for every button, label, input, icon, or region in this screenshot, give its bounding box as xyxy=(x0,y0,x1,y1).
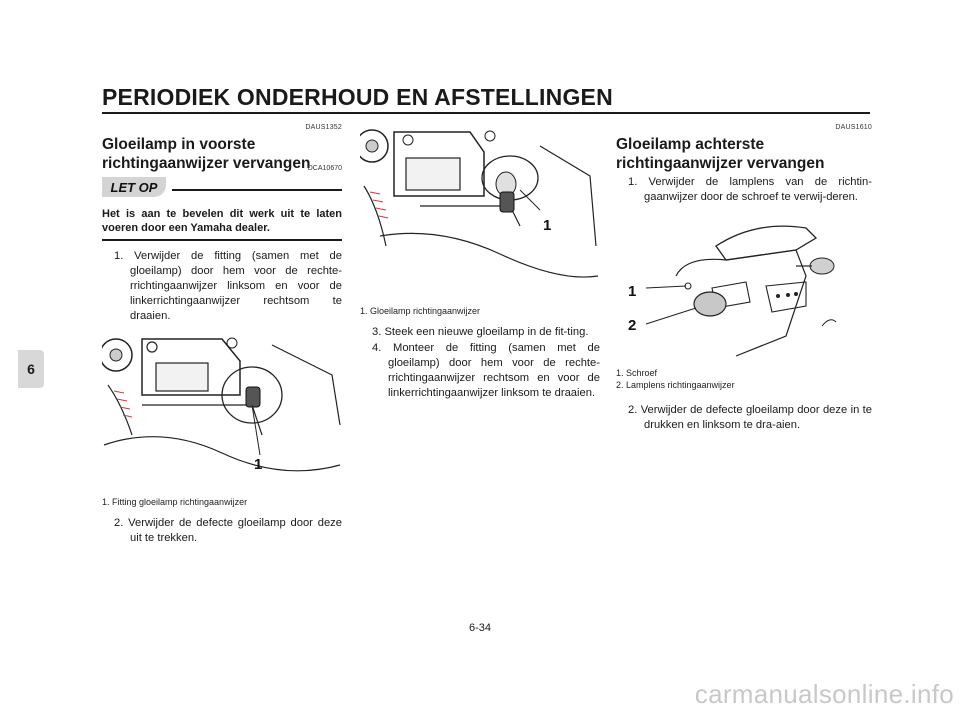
caution-badge: LET OP xyxy=(102,177,166,197)
steps-list xyxy=(102,249,342,324)
figure-label-1: 1 xyxy=(254,455,263,473)
section-heading xyxy=(616,135,872,173)
section-code: DAUS1610 xyxy=(835,124,872,131)
step-2: 2. Verwijder de defecte gloeilamp door deze uit te trekken. xyxy=(114,516,342,544)
column-front-signal-cont xyxy=(360,124,600,402)
caution-code: DCA10670 xyxy=(307,165,342,172)
figure-label-1: 1 xyxy=(543,217,552,234)
page-number: 6-34 xyxy=(468,622,492,634)
heading-line-1: Gloeilamp in voorste xyxy=(102,136,256,153)
chapter-tab: 6 xyxy=(18,350,44,388)
figure-caption: 1. Fitting gloeilamp richtingaanwijzer xyxy=(102,496,248,507)
step-4: 4. Monteer de fitting (samen met de gloeilamp) door hem voor de rechte-rrichtingaanwijzer rechtsom en voor de linkerrichtingaanwijzer linksom te draaien. xyxy=(372,342,600,399)
figure-caption xyxy=(616,367,872,391)
column-rear-signal xyxy=(616,124,872,434)
figure-front-signal-socket xyxy=(102,335,342,485)
page-header: PERIODIEK ONDERHOUD EN AFSTELLINGEN xyxy=(102,84,613,110)
step-1: 1. Verwijder de lamplens van de richtin-gaanwijzer door de schroef te verwij-deren. xyxy=(628,176,872,203)
steps-list-after xyxy=(102,516,342,546)
caution-text: Het is aan te bevelen dit werk uit te laten voeren door een Yamaha dealer. xyxy=(102,208,342,234)
header-rule xyxy=(102,112,870,114)
column-front-signal xyxy=(102,124,342,547)
caution-end-rule xyxy=(102,239,342,241)
section-code: DAUS1352 xyxy=(305,124,342,131)
watermark: carmanualsonline.info xyxy=(694,679,954,709)
caption-line-1: 1. Schroef xyxy=(616,368,658,378)
step-2: 2. Verwijder de defecte gloeilamp door deze in te drukken en linksom te dra-aien. xyxy=(628,404,872,431)
figure-label-2: 2 xyxy=(628,317,637,334)
caption-line-2: 2. Lamplens richtingaanwijzer xyxy=(616,380,735,390)
steps-list xyxy=(616,175,872,205)
caution-block xyxy=(102,165,342,199)
step-1: 1. Verwijder de fitting (samen met de gloeilamp) door hem voor de rechte-rrichtingaanwijzer linksom en voor de linkerrichtingaanwijzer rechtsom te draaien. xyxy=(114,249,342,322)
steps-list-after xyxy=(616,403,872,433)
heading-line-1: Gloeilamp achterste xyxy=(616,136,765,153)
section-heading xyxy=(102,135,342,173)
figure-front-signal-bulb xyxy=(360,126,600,294)
figure-rear-signal xyxy=(616,216,872,358)
step-3: 3. Steek een nieuwe gloeilamp in de fit-ting. xyxy=(372,326,589,338)
figure-label-1: 1 xyxy=(628,283,637,300)
caution-rule xyxy=(172,189,342,191)
heading-line-2: richtingaanwijzer vervangen xyxy=(616,155,825,172)
heading-line-2: richtingaanwijzer vervangen xyxy=(102,155,311,172)
figure-caption: 1. Gloeilamp richtingaanwijzer xyxy=(360,306,481,316)
steps-list xyxy=(360,325,600,401)
